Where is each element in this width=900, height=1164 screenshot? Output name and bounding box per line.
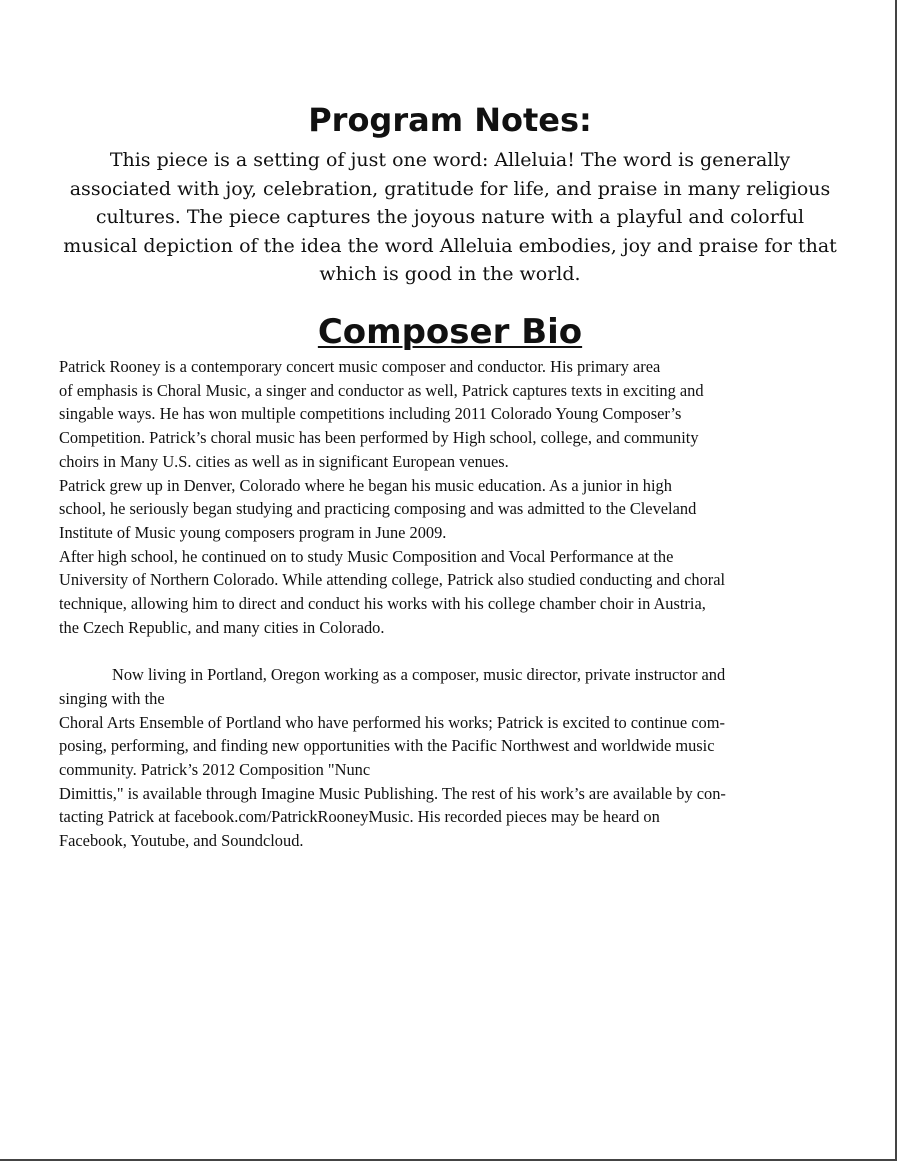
paragraph-gap [59, 639, 849, 663]
bio-line: After high school, he continued on to study Music Composition and Vocal Performance at the [59, 546, 674, 566]
bio-line: Competition. Patrick’s choral music has been performed by High school, college, and community [59, 428, 699, 448]
program-notes-title: Program Notes: [308, 101, 592, 139]
bio-line: Now living in Portland, Oregon working as a composer, music director, private instructor and [112, 665, 726, 685]
bio-line: technique, allowing him to direct and conduct his works with his college chamber choir in Austria, [59, 594, 706, 614]
bio-line: tacting Patrick at facebook.com/PatrickRooneyMusic. His recorded pieces may be heard on [59, 807, 660, 827]
bio-line: singable ways. He has won multiple competitions including 2011 Colorado Young Composer’s [59, 404, 682, 424]
bio-line: Facebook, Youtube, and Soundcloud. [59, 831, 304, 851]
bio-line: the Czech Republic, and many cities in Colorado. [59, 617, 385, 637]
bio-line: singing with the [59, 688, 165, 708]
composer-bio-title: Composer Bio [317, 312, 583, 352]
bio-line: University of Northern Colorado. While attending college, Patrick also studied conducting and choral [59, 570, 726, 590]
bio-line: Dimittis," is available through Imagine Music Publishing. The rest of his work’s are available by con- [59, 783, 726, 803]
bio-line: school, he seriously began studying and practicing composing and was admitted to the Cleveland [59, 499, 697, 519]
bio-line: community. Patrick’s 2012 Composition "Nunc [59, 759, 371, 779]
bio-line: of emphasis is Choral Music, a singer and conductor as well, Patrick captures texts in exciting and [59, 380, 704, 400]
bio-line: Patrick grew up in Denver, Colorado where he began his music education. As a junior in high [59, 475, 672, 495]
bio-line: choirs in Many U.S. cities as well as in significant European venues. [59, 451, 509, 471]
composer-bio-text [59, 355, 849, 853]
bio-line: Institute of Music young composers program in June 2009. [59, 522, 447, 542]
bio-line: Choral Arts Ensemble of Portland who have performed his works; Patrick is excited to continue com- [59, 712, 725, 732]
bio-line: Patrick Rooney is a contemporary concert music composer and conductor. His primary area [59, 357, 661, 376]
program-notes-text: This piece is a setting of just one word: Alleluia! The word is generally associated with joy, celebration, gratitude for life, and praise in many religious cultures. The piece captures the joyous nature with a playful and colorful musical depiction of the idea the word Alleluia embodies, joy and praise for that which is good in the world. [63, 149, 837, 285]
bio-line: posing, performing, and finding new opportunities with the Pacific Northwest and worldwide music [59, 736, 715, 756]
